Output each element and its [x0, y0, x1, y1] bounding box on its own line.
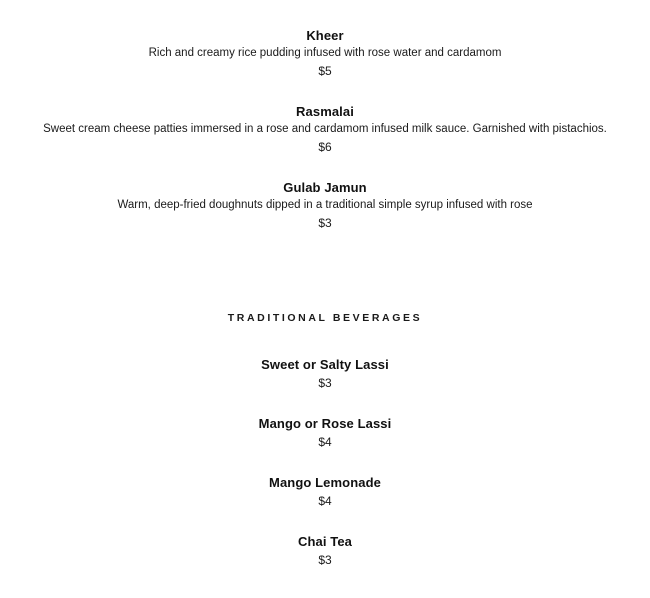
item-name: Sweet or Salty Lassi	[261, 357, 389, 372]
item-price: $3	[318, 376, 332, 390]
menu-item-gulab-jamun	[0, 180, 650, 231]
menu-item-mango-rose-lassi	[0, 416, 650, 450]
item-price: $4	[318, 494, 332, 508]
menu-item-kheer	[0, 28, 650, 79]
item-price: $3	[318, 216, 332, 230]
section-title-beverages: TRADITIONAL BEVERAGES	[227, 312, 423, 324]
item-description: Sweet cream cheese patties immersed in a rose and cardamom infused milk sauce. Garnished with pistachios.	[43, 123, 607, 135]
menu-item-rasmalai	[0, 104, 650, 155]
item-price: $5	[318, 64, 332, 78]
item-description: Warm, deep-fried doughnuts dipped in a traditional simple syrup infused with rose	[117, 199, 533, 211]
item-name: Rasmalai	[296, 104, 354, 119]
item-name: Mango Lemonade	[269, 475, 381, 490]
item-price: $6	[318, 140, 332, 154]
item-name: Gulab Jamun	[283, 180, 367, 195]
item-price: $3	[318, 553, 332, 567]
menu-item-sweet-salty-lassi	[0, 357, 650, 391]
item-name: Chai Tea	[297, 534, 353, 549]
menu-item-mango-lemonade	[0, 475, 650, 509]
item-description: Rich and creamy rice pudding infused with rose water and cardamom	[148, 47, 502, 59]
menu-item-chai-tea	[0, 534, 650, 568]
item-name: Mango or Rose Lassi	[258, 416, 392, 431]
item-price: $4	[318, 435, 332, 449]
item-name: Kheer	[306, 28, 344, 43]
